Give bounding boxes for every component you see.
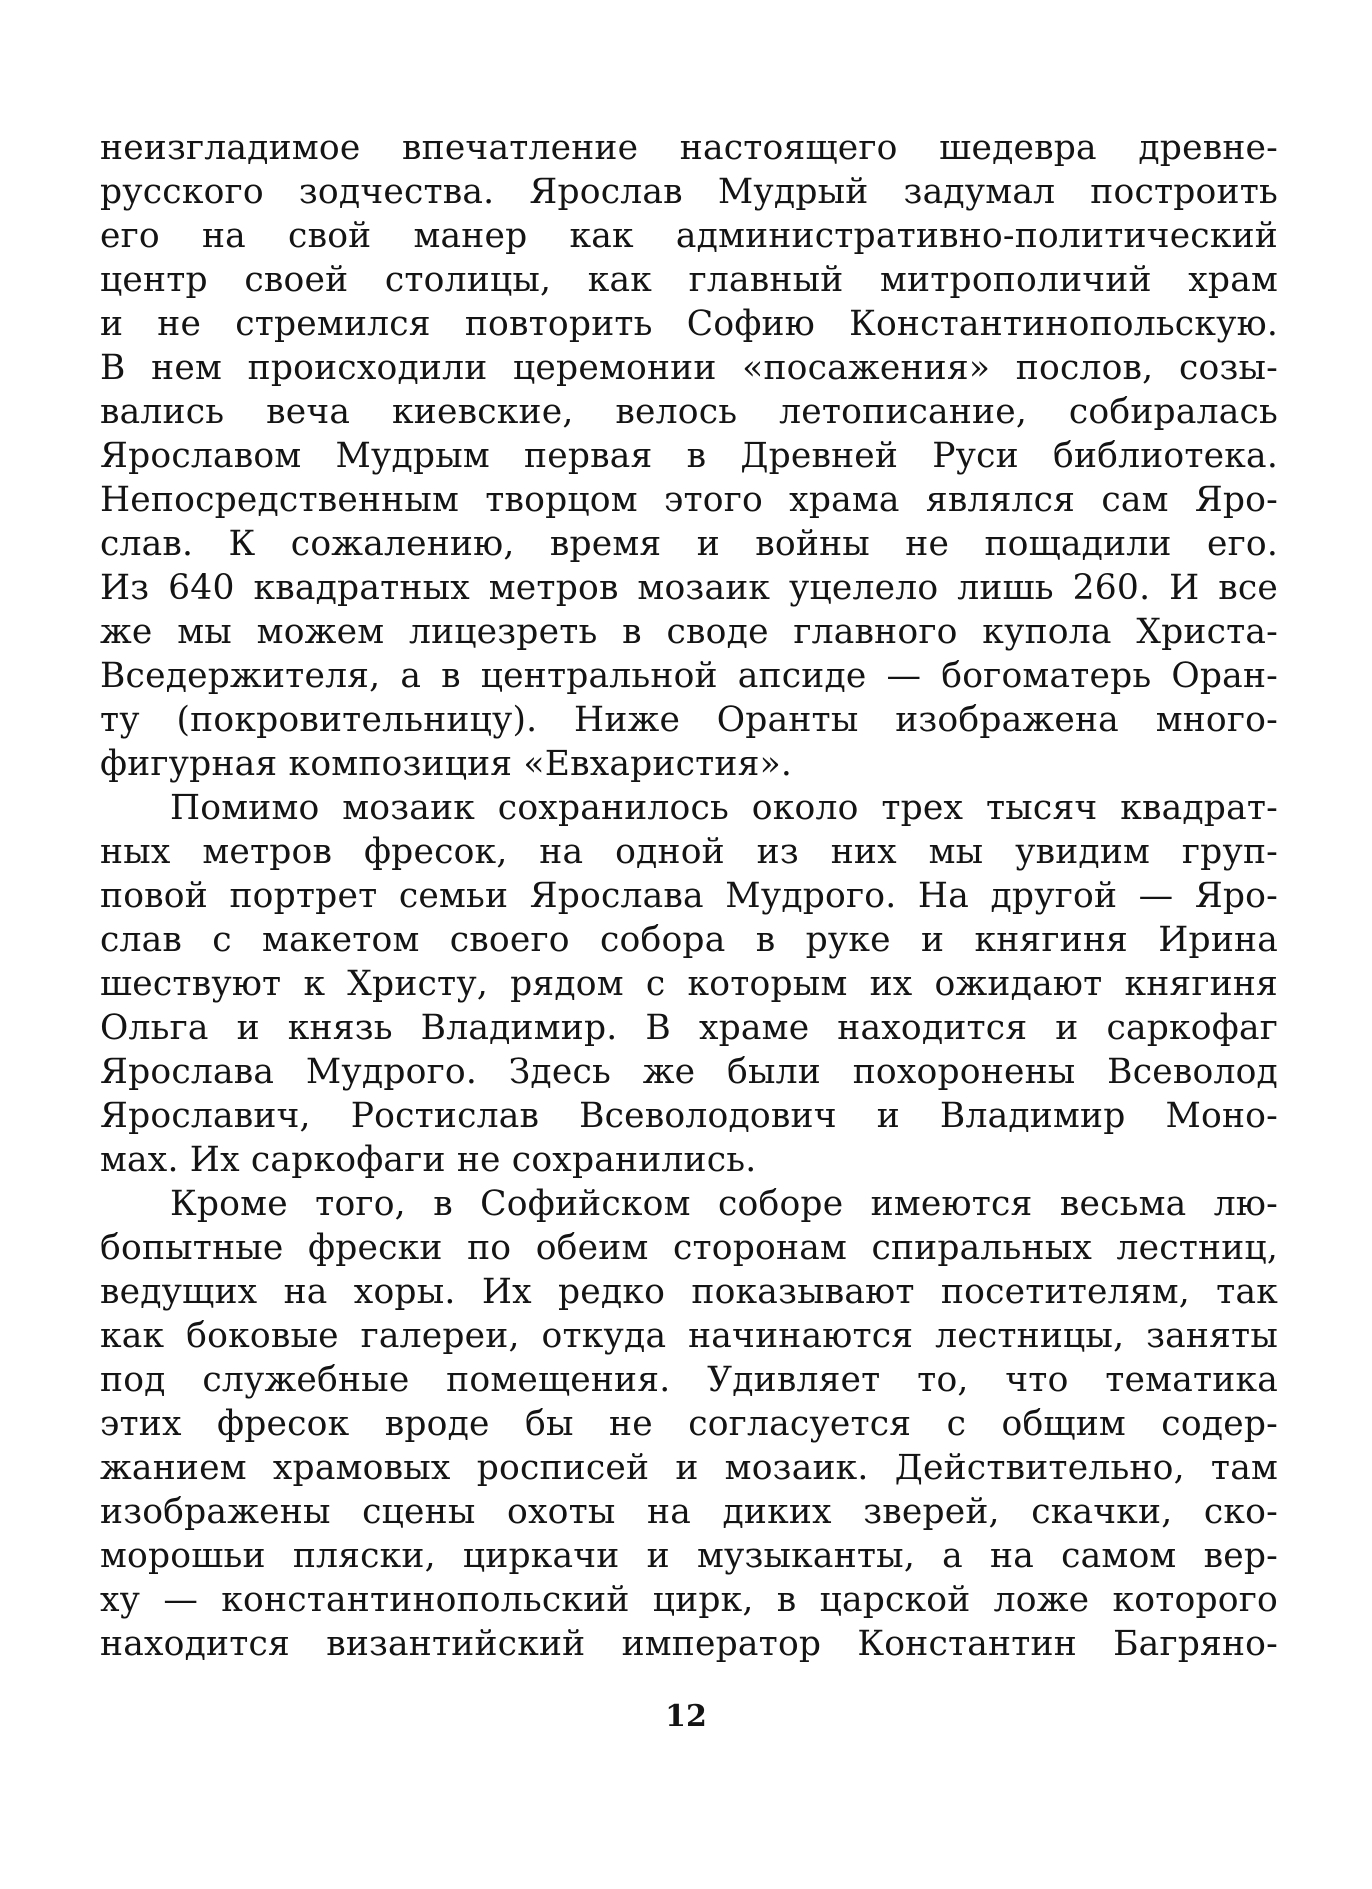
text-line: неизгладимое впечатление настоящего шедевра древне- [100,128,1278,168]
text-line: этих фресок вроде бы не согласуется с общим содер- [100,1404,1278,1444]
text-line: ту (покровительницу). Ниже Оранты изображена много- [100,700,1278,740]
text-line: же мы можем лицезреть в своде главного купола Христа- [100,612,1278,652]
text-line: находится византийский император Константин Багряно- [100,1624,1278,1664]
text-line: жанием храмовых росписей и мозаик. Действительно, там [100,1448,1278,1488]
text-line: Помимо мозаик сохранилось около трех тысяч квадрат- [170,788,1278,828]
paragraph-3 [100,1182,1278,1666]
text-line: Ярослава Мудрого. Здесь же были похоронены Всеволод [100,1052,1278,1092]
text-line: ных метров фресок, на одной из них мы увидим груп- [100,832,1278,872]
text-line: бопытные фрески по обеим сторонам спиральных лестниц, [100,1228,1278,1268]
text-line: фигурная композиция «Евхаристия». [100,744,793,784]
text-line: Кроме того, в Софийском соборе имеются весьма лю- [170,1184,1278,1224]
text-line: шествуют к Христу, рядом с которым их ожидают княгиня [100,964,1278,1004]
text-line: под служебные помещения. Удивляет то, что тематика [100,1360,1278,1400]
text-line: повой портрет семьи Ярослава Мудрого. На другой — Яро- [100,876,1278,916]
paragraph-2 [100,786,1278,1182]
text-line: центр своей столицы, как главный митрополичий храм [100,260,1278,300]
text-line: слав с макетом своего собора в руке и княгиня Ирина [100,920,1278,960]
page-number: 12 [665,1699,707,1734]
text-line: вались веча киевские, велось летописание, собиралась [100,392,1278,432]
text-line: Вседержителя, а в центральной апсиде — богоматерь Оран- [100,656,1278,696]
text-line: Ольга и князь Владимир. В храме находится и саркофаг [100,1008,1278,1048]
text-line: и не стремился повторить Софию Константинопольскую. [100,304,1278,344]
text-line: ху — константинопольский цирк, в царской ложе которого [100,1580,1278,1620]
page-text [100,126,1278,1666]
text-line: изображены сцены охоты на диких зверей, скачки, ско- [100,1492,1278,1532]
text-line: Из 640 квадратных метров мозаик уцелело лишь 260. И все [100,568,1278,608]
paragraph-1 [100,126,1278,786]
text-line: Ярославич, Ростислав Всеволодович и Владимир Моно- [100,1096,1278,1136]
text-line: его на свой манер как административно-политический [100,216,1278,256]
text-line: русского зодчества. Ярослав Мудрый задумал построить [100,172,1278,212]
text-line: Непосредственным творцом этого храма являлся сам Яро- [100,480,1278,520]
text-line: морошьи пляски, циркачи и музыканты, а на самом вер- [100,1536,1278,1576]
text-line: Ярославом Мудрым первая в Древней Руси библиотека. [100,436,1278,476]
text-line: ведущих на хоры. Их редко показывают посетителям, так [100,1272,1278,1312]
text-line: мах. Их саркофаги не сохранились. [100,1140,757,1180]
text-line: В нем происходили церемонии «посажения» послов, созы- [100,348,1278,388]
text-line: как боковые галереи, откуда начинаются лестницы, заняты [100,1316,1278,1356]
text-line: слав. К сожалению, время и войны не пощадили его. [100,524,1278,564]
